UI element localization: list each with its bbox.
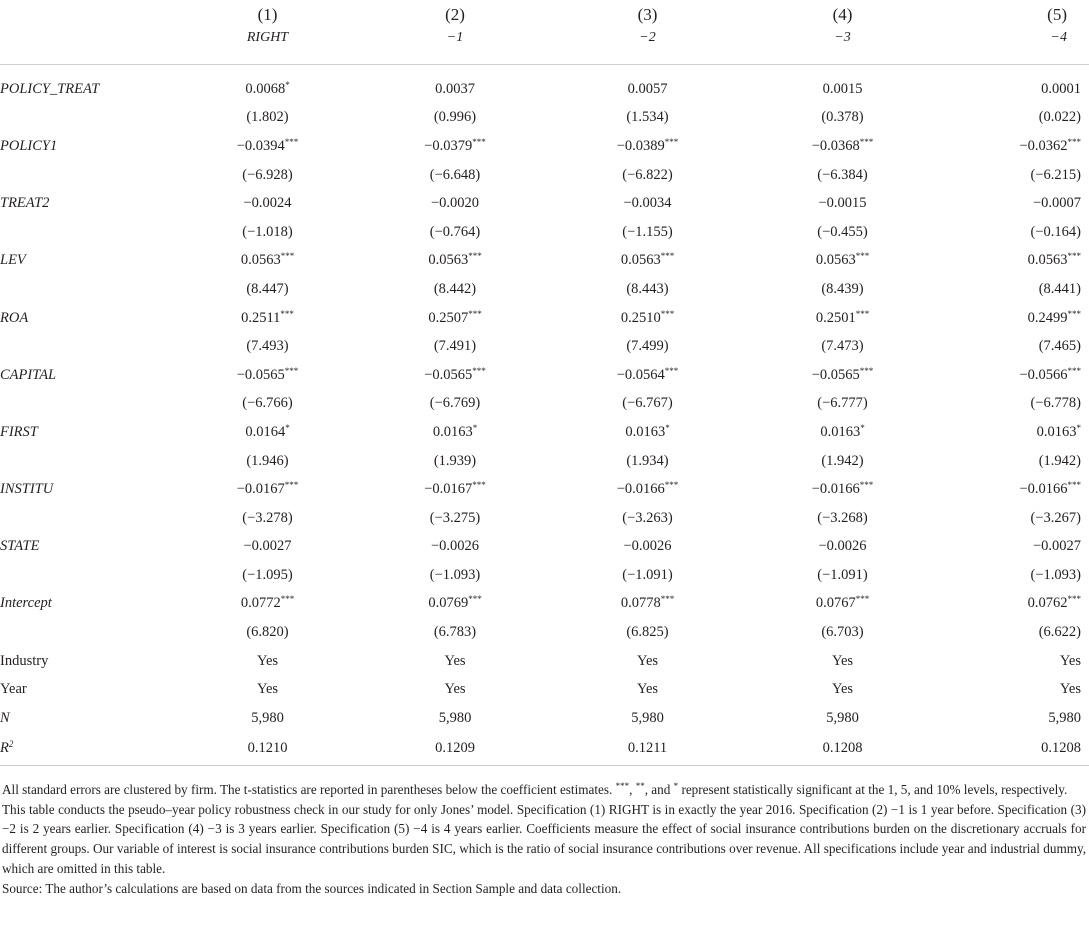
t-statistic: (−1.091) (622, 566, 673, 583)
control-value: Yes (636, 681, 659, 698)
coefficient-cell (550, 247, 745, 276)
variable-name: CAPITAL (0, 366, 57, 383)
variable-name: TREAT2 (0, 195, 50, 212)
coefficient: 0.0015 (822, 80, 863, 97)
coefficient-cell (360, 590, 550, 619)
t-statistic: (−3.275) (429, 509, 481, 526)
variable-name: LEV (0, 252, 26, 269)
coefficient-cell (175, 247, 360, 276)
significance-stars: * (1076, 422, 1081, 433)
control-name (0, 647, 175, 676)
significance-stars: *** (859, 136, 874, 147)
coefficient-cell (745, 590, 940, 619)
coefficient-cell (940, 475, 1089, 504)
table-row (0, 418, 1089, 447)
coefficient-cell (175, 533, 360, 562)
table-row (0, 361, 1089, 390)
significance-stars: *** (855, 594, 870, 605)
t-statistic: (6.703) (821, 624, 864, 641)
coefficient-cell (940, 304, 1089, 333)
coefficient: 0.2507 (428, 309, 469, 326)
coefficient: 0.0001 (1041, 80, 1081, 97)
table-row (0, 247, 1089, 276)
significance-stars: *** (1067, 251, 1081, 262)
control-value: 5,980 (251, 709, 284, 726)
t-statistic: (7.493) (246, 338, 289, 355)
variable-name: ROA (0, 309, 29, 326)
table-body (0, 65, 1089, 766)
coefficient-cell (550, 418, 745, 447)
coefficient-cell (175, 475, 360, 504)
control-value: 0.1211 (550, 733, 745, 766)
t-statistic: (8.442) (433, 280, 477, 297)
coefficient: 0.0769 (428, 595, 469, 612)
coefficient: −0.0026 (623, 538, 672, 555)
variable-name-blank (0, 104, 175, 133)
t-statistic: (1.802) (246, 109, 289, 126)
t-statistic: (−3.278) (242, 509, 293, 526)
control-value: 0.1208 (940, 733, 1089, 766)
coefficient-cell (175, 304, 360, 333)
coefficient: 0.0563 (815, 252, 856, 269)
t-statistic: (−6.648) (429, 166, 481, 183)
coefficient-cell (940, 590, 1089, 619)
coefficient: 0.0563 (240, 252, 281, 269)
control-value: Yes (256, 652, 279, 669)
coefficient-cell (550, 475, 745, 504)
coefficient-cell (550, 590, 745, 619)
variable-name: POLICY_TREAT (0, 80, 100, 97)
coefficient: 0.0037 (435, 80, 475, 97)
significance-stars: * (665, 422, 670, 433)
coefficient: −0.0026 (430, 538, 480, 555)
header-corner (0, 30, 175, 65)
table-row (0, 590, 1089, 619)
t-statistic: (−6.766) (242, 395, 293, 412)
control-value: 5,980 (631, 709, 664, 726)
coefficient-cell (175, 590, 360, 619)
table-row (0, 533, 1089, 562)
t-statistic: (1.946) (246, 452, 289, 469)
variable-name-blank (0, 161, 175, 190)
significance-stars: *** (660, 308, 675, 319)
control-name (0, 733, 175, 766)
coefficient-cell (550, 304, 745, 333)
coefficient-cell (360, 361, 550, 390)
table-row (0, 304, 1089, 333)
sig-10pct: * (673, 781, 679, 791)
variable-name: STATE (0, 538, 40, 555)
table-row (0, 189, 1089, 218)
coefficient-cell (940, 65, 1089, 104)
coefficient-cell (550, 361, 745, 390)
coefficient: −0.0007 (1032, 195, 1081, 212)
coefficient: 0.2499 (1027, 309, 1068, 326)
variable-name-blank (0, 332, 175, 361)
coefficient: 0.0164 (245, 423, 286, 440)
t-statistic: (8.439) (821, 280, 864, 297)
significance-stars: *** (284, 136, 299, 147)
t-statistic: (−0.455) (817, 223, 868, 240)
coefficient: −0.0027 (1032, 538, 1081, 555)
significance-stars: *** (1067, 594, 1081, 605)
t-statistic: (0.996) (433, 109, 477, 126)
significance-stars: *** (468, 251, 482, 262)
coefficient-cell (175, 361, 360, 390)
t-statistic: (1.534) (626, 109, 669, 126)
t-statistic: (−1.018) (242, 223, 293, 240)
column-number: (1) (257, 5, 278, 24)
coefficient-cell (175, 189, 360, 218)
significance-stars: *** (280, 594, 295, 605)
control-value: Yes (831, 681, 854, 698)
t-statistic: (7.465) (1038, 338, 1081, 355)
coefficient-cell (175, 132, 360, 161)
significance-stars: *** (280, 308, 294, 319)
significance-stars: * (285, 79, 290, 90)
coefficient: −0.0026 (818, 538, 867, 555)
significance-stars: *** (664, 136, 679, 147)
variable-name-blank (0, 561, 175, 590)
coefficient-cell (550, 533, 745, 562)
coefficient: 0.0163 (625, 423, 666, 440)
coefficient: −0.0379 (424, 137, 473, 154)
coefficient: −0.0389 (616, 137, 665, 154)
significance-stars: *** (1067, 308, 1081, 319)
t-statistic: (−0.164) (1030, 223, 1081, 240)
t-statistic: (−6.928) (242, 166, 293, 183)
variable-name: FIRST (0, 423, 38, 440)
control-value: Yes (444, 681, 466, 698)
coefficient: 0.0163 (1036, 423, 1077, 440)
column-number-row (0, 0, 1089, 30)
coefficient-cell (175, 418, 360, 447)
table-row (0, 275, 1089, 304)
coefficient: −0.0166 (1019, 481, 1068, 498)
coefficient: −0.0020 (430, 195, 480, 212)
t-statistic: (6.825) (626, 624, 669, 641)
coefficient: −0.0167 (424, 481, 473, 498)
coefficient-cell (175, 65, 360, 104)
coefficient-cell (360, 189, 550, 218)
variable-name: Intercept (0, 595, 52, 612)
column-label: −2 (639, 30, 656, 45)
t-statistic: (7.499) (626, 338, 669, 355)
coefficient: −0.0566 (1019, 366, 1068, 383)
coefficient-cell (550, 65, 745, 104)
t-statistic: (8.441) (1038, 280, 1081, 297)
sig-1pct: *** (615, 781, 630, 791)
control-value: 0.1210 (175, 733, 360, 766)
t-statistic: (7.473) (821, 338, 864, 355)
coefficient: 0.2511 (241, 309, 281, 326)
significance-stars: *** (664, 365, 679, 376)
column-number: (5) (1047, 5, 1067, 24)
t-statistic: (6.820) (246, 624, 289, 641)
table-row (0, 161, 1089, 190)
table-row (0, 504, 1089, 533)
coefficient-cell (745, 361, 940, 390)
significance-stars: *** (1067, 365, 1081, 376)
variable-name: POLICY1 (0, 137, 58, 154)
coefficient: −0.0565 (424, 366, 473, 383)
control-value: Yes (831, 652, 854, 669)
table-notes (2, 780, 1086, 898)
coefficient: 0.0778 (620, 595, 661, 612)
t-statistic: (−3.268) (817, 509, 868, 526)
t-statistic: (1.934) (626, 452, 669, 469)
sig-5pct: ** (635, 781, 645, 791)
control-value: Yes (1059, 681, 1081, 698)
variable-name-blank (0, 504, 175, 533)
significance-stars: *** (1067, 480, 1081, 491)
control-value: 5,980 (1048, 709, 1081, 726)
significance-stars: *** (664, 480, 679, 491)
variable-name: INSTITU (0, 481, 54, 498)
t-statistic: (−6.778) (1030, 395, 1081, 412)
variable-name-blank (0, 447, 175, 476)
column-label: RIGHT (246, 30, 289, 45)
note-significance: All standard errors are clustered by firm. The t-statistics are reported in parentheses below the coefficient estimates. ***, **, and * represent statistically significant at the 1, 5, and 10% levels, respectively. (2, 781, 1068, 797)
t-statistic: (−0.764) (429, 223, 481, 240)
significance-stars: *** (859, 365, 874, 376)
significance-stars: *** (855, 308, 870, 319)
significance-stars: *** (660, 251, 675, 262)
t-statistic: (7.491) (433, 338, 477, 355)
column-label: −4 (1050, 30, 1067, 45)
variable-name-blank (0, 218, 175, 247)
control-value: Yes (636, 652, 659, 669)
significance-stars: *** (284, 365, 299, 376)
coefficient-cell (940, 132, 1089, 161)
t-statistic: (1.939) (433, 452, 477, 469)
coefficient: 0.0767 (815, 595, 856, 612)
coefficient-cell (940, 361, 1089, 390)
coefficient: 0.0068 (245, 80, 286, 97)
coefficient-cell (940, 247, 1089, 276)
t-statistic: (−6.777) (817, 395, 868, 412)
t-statistic: (0.378) (821, 109, 864, 126)
coefficient: −0.0564 (616, 366, 665, 383)
significance-stars: *** (855, 251, 870, 262)
coefficient: 0.0762 (1027, 595, 1068, 612)
control-value: 0.1208 (745, 733, 940, 766)
control-name (0, 675, 175, 704)
coefficient-cell (360, 132, 550, 161)
t-statistic: (1.942) (1038, 452, 1081, 469)
significance-stars: * (472, 422, 478, 433)
coefficient: −0.0166 (811, 481, 860, 498)
control-value: Yes (444, 652, 466, 669)
significance-stars: *** (468, 594, 482, 605)
coefficient-cell (360, 304, 550, 333)
table-row (0, 65, 1089, 104)
coefficient-cell (745, 304, 940, 333)
control-value: 0.1209 (360, 733, 550, 766)
coefficient: −0.0362 (1019, 137, 1068, 154)
table-row (0, 561, 1089, 590)
significance-stars: *** (472, 480, 486, 491)
coefficient: −0.0565 (811, 366, 860, 383)
coefficient: −0.0368 (811, 137, 860, 154)
control-name (0, 704, 175, 733)
column-label-row (0, 30, 1089, 65)
table-row (0, 104, 1089, 133)
t-statistic: (−3.263) (622, 509, 673, 526)
table-row (0, 733, 1089, 766)
coefficient-cell (745, 132, 940, 161)
coefficient: −0.0024 (243, 195, 292, 212)
table-row (0, 647, 1089, 676)
t-statistic: (8.447) (246, 280, 289, 297)
control-value: 5,980 (826, 709, 859, 726)
coefficient: 0.0163 (820, 423, 861, 440)
coefficient: 0.0772 (240, 595, 281, 612)
coefficient: −0.0027 (243, 538, 292, 555)
table-row (0, 332, 1089, 361)
header-corner (0, 0, 175, 30)
control-label: N (0, 709, 10, 726)
coefficient-cell (360, 475, 550, 504)
coefficient: −0.0565 (236, 366, 285, 383)
coefficient: 0.0563 (1027, 252, 1068, 269)
coefficient-cell (360, 533, 550, 562)
control-value: 5,980 (438, 709, 472, 726)
coefficient-cell (745, 189, 940, 218)
coefficient-cell (940, 418, 1089, 447)
coefficient: −0.0034 (623, 195, 672, 212)
column-number: (2) (445, 5, 465, 24)
t-statistic: (−6.767) (622, 395, 673, 412)
coefficient: 0.0057 (627, 80, 668, 97)
t-statistic: (−1.093) (1030, 566, 1081, 583)
coefficient: 0.2501 (815, 309, 856, 326)
t-statistic: (−6.769) (429, 395, 481, 412)
t-statistic: (−1.093) (429, 566, 481, 583)
t-statistic: (8.443) (626, 280, 669, 297)
t-statistic: (−1.155) (622, 223, 673, 240)
coefficient-cell (745, 418, 940, 447)
coefficient-cell (745, 247, 940, 276)
variable-name-blank (0, 390, 175, 419)
column-label: −3 (834, 30, 851, 45)
variable-name-blank (0, 618, 175, 647)
control-label: R (0, 740, 9, 757)
significance-stars: * (285, 422, 290, 433)
table-row (0, 218, 1089, 247)
t-statistic: (0.022) (1038, 109, 1081, 126)
significance-stars: *** (280, 251, 295, 262)
control-label: Year (0, 681, 27, 698)
coefficient-cell (940, 189, 1089, 218)
coefficient-cell (360, 65, 550, 104)
column-number: (3) (637, 5, 658, 24)
coefficient-cell (360, 247, 550, 276)
coefficient: −0.0167 (236, 481, 285, 498)
t-statistic: (−6.822) (622, 166, 673, 183)
column-number: (4) (832, 5, 853, 24)
coefficient: −0.0394 (236, 137, 285, 154)
note-description: This table conducts the pseudo–year policy robustness check in our study for only Jones’ model. Specification (1) RIGHT is in exactly the year 2016. Specification (2) −1 is 1 year before. Specification (3) −2 is 2 years earlier. Specification (4) −3 is 3 years earlier. Specification (5) −4 is 4 years earlier. Coefficients measure the effect of social insurance contributions burden on the discretionary accruals for different groups. Our variable of interest is social insurance contributions burden SIC, which is the ratio of social insurance contributions over revenue. All specifications include year and industrial dummy, which are omitted in this table. (2, 801, 1086, 876)
significance-stars: *** (1067, 136, 1081, 147)
coefficient-cell (550, 132, 745, 161)
table-row (0, 475, 1089, 504)
control-value: Yes (1059, 652, 1081, 669)
coefficient: −0.0015 (818, 195, 867, 212)
t-statistic: (−1.091) (817, 566, 868, 583)
column-label: −1 (446, 30, 464, 45)
coefficient-cell (550, 189, 745, 218)
coefficient: 0.0563 (620, 252, 661, 269)
significance-stars: *** (859, 480, 874, 491)
significance-stars: *** (468, 308, 482, 319)
coefficient: 0.2510 (620, 309, 661, 326)
coefficient: −0.0166 (616, 481, 665, 498)
table-row (0, 132, 1089, 161)
significance-stars: *** (472, 365, 486, 376)
significance-stars: *** (284, 480, 299, 491)
coefficient-cell (745, 475, 940, 504)
t-statistic: (−3.267) (1030, 509, 1081, 526)
significance-stars: *** (660, 594, 675, 605)
t-statistic: (−6.215) (1030, 166, 1081, 183)
t-statistic: (−1.095) (242, 566, 293, 583)
coefficient: 0.0563 (428, 252, 469, 269)
note-source: Source: The author’s calculations are based on data from the sources indicated in Section Sample and data collection. (2, 880, 622, 896)
t-statistic: (1.942) (821, 452, 864, 469)
table-row (0, 390, 1089, 419)
coefficient-cell (360, 418, 550, 447)
variable-name-blank (0, 275, 175, 304)
superscript: 2 (8, 739, 14, 750)
coefficient-cell (940, 533, 1089, 562)
coefficient-cell (745, 533, 940, 562)
t-statistic: (−6.384) (817, 166, 868, 183)
table-row (0, 675, 1089, 704)
table-row (0, 618, 1089, 647)
coefficient: 0.0163 (432, 423, 473, 440)
table-row (0, 704, 1089, 733)
table-row (0, 447, 1089, 476)
significance-stars: *** (472, 136, 486, 147)
control-label: Industry (0, 652, 49, 669)
control-value: Yes (256, 681, 279, 698)
coefficient-cell (745, 65, 940, 104)
t-statistic: (6.622) (1038, 624, 1081, 641)
t-statistic: (6.783) (433, 624, 477, 641)
significance-stars: * (860, 422, 865, 433)
